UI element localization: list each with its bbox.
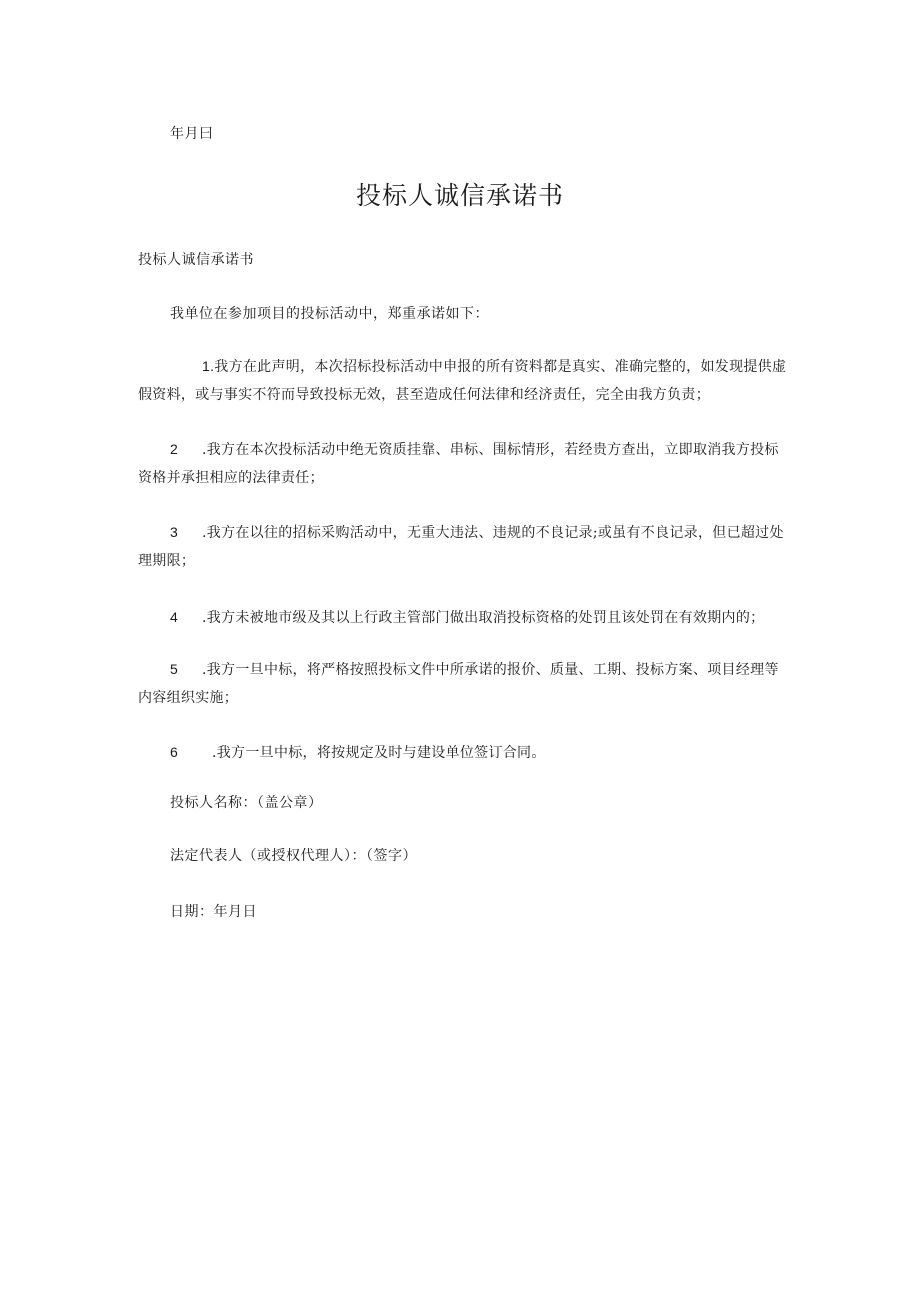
commitment-item-5 [138, 655, 788, 712]
item-number: 4 [170, 609, 179, 625]
document-subtitle: 投标人诚信承诺书 [138, 252, 254, 268]
commitment-item-1 [138, 352, 788, 409]
item-text: .我方在以往的招标采购活动中，无重大违法、违规的不良记录;或虽有不良记录，但已超过处理期限； [138, 525, 784, 569]
document-title: 投标人诚信承诺书 [355, 181, 564, 210]
commitment-item-2 [138, 435, 788, 492]
item-text: .我方未被地市级及其以上行政主管部门做出取消投标资格的处罚且该处罚在有效期内的； [202, 610, 765, 626]
commitment-item-4 [138, 603, 838, 632]
item-text: .我方一旦中标，将严格按照投标文件中所承诺的报价、质量、工期、投标方案、项目经理等内容组织实施； [138, 662, 779, 706]
item-text: .我方一旦中标，将按规定及时与建设单位签订合同。 [212, 745, 546, 761]
item-number: 1. [202, 358, 215, 374]
signature-date-line: 日期：年月日 [170, 904, 257, 920]
item-text: .我方在本次投标活动中绝无资质挂靠、串标、围标情形，若经贵方查出，立即取消我方投标资格并承担相应的法律责任； [138, 442, 779, 486]
item-number: 3 [170, 524, 179, 540]
commitment-item-6 [138, 738, 788, 767]
legal-representative-line: 法定代表人（或授权代理人）：（签字） [170, 848, 417, 864]
item-number: 2 [170, 441, 179, 457]
header-date: 年月曰 [170, 126, 214, 142]
intro-paragraph: 我单位在参加项目的投标活动中，郑重承诺如下： [170, 306, 489, 322]
commitment-item-3 [138, 518, 788, 575]
bidder-name-line: 投标人名称：（盖公章） [170, 795, 323, 811]
item-number: 6 [170, 744, 179, 760]
item-number: 5 [170, 661, 179, 677]
item-text: 我方在此声明，本次招标投标活动中申报的所有资料都是真实、准确完整的，如发现提供虚假资料，或与事实不符而导致投标无效，甚至造成任何法律和经济责任，完全由我方负责； [138, 359, 787, 403]
